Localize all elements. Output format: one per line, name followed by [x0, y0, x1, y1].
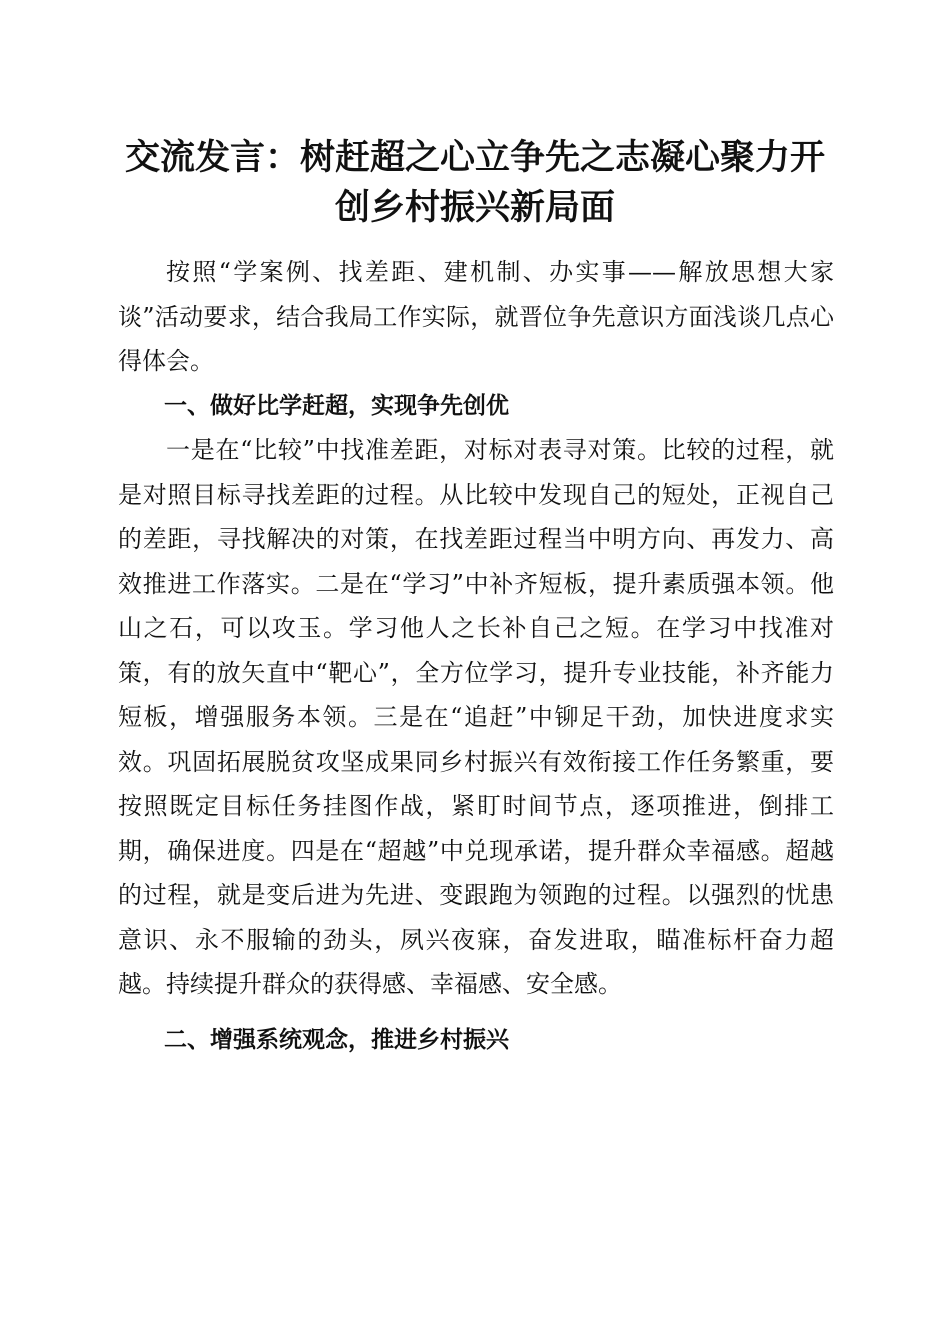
document-body — [118, 250, 834, 1062]
document-title — [100, 133, 850, 233]
section-1-heading: 一、做好比学赶超，实现争先创优 — [164, 392, 509, 419]
document-title-line-2: 创乡村振兴新局面 — [334, 187, 615, 228]
document-title-line-1: 交流发言：树赶超之心立争先之志凝心聚力开 — [124, 137, 825, 178]
section-1-paragraph: 一是在“比较”中找准差距，对标对表寻对策。比较的过程，就是对照目标寻找差距的过程。从比较中发现自己的短处，正视自己的差距，寻找解决的对策，在找差距过程当中明方向、再发力、高效推进工作落实。二是在“学习”中补齐短板，提升素质强本领。他山之石，可以攻玉。学习他人之长补自己之短。在学习中找准对策，有的放矢直中“靶心”，全方位学习，提升专业技能，补齐能力短板，增强服务本领。三是在“追赶”中铆足干劲，加快进度求实效。巩固拓展脱贫攻坚成果同乡村振兴有效衔接工作任务繁重，要按照既定目标任务挂图作战，紧盯时间节点，逐项推进，倒排工期，确保进度。四是在“超越”中兑现承诺，提升群众幸福感。超越的过程，就是变后进为先进、变跟跑为领跑的过程。以强烈的忧患意识、永不服输的劲头，夙兴夜寐，奋发进取，瞄准标杆奋力超越。持续提升群众的获得感、幸福感、安全感。 — [118, 436, 834, 998]
intro-paragraph: 按照“学案例、找差距、建机制、办实事——解放思想大家谈”活动要求，结合我局工作实际，就晋位争先意识方面浅谈几点心得体会。 — [118, 258, 834, 375]
section-2-heading: 二、增强系统观念，推进乡村振兴 — [164, 1026, 509, 1053]
